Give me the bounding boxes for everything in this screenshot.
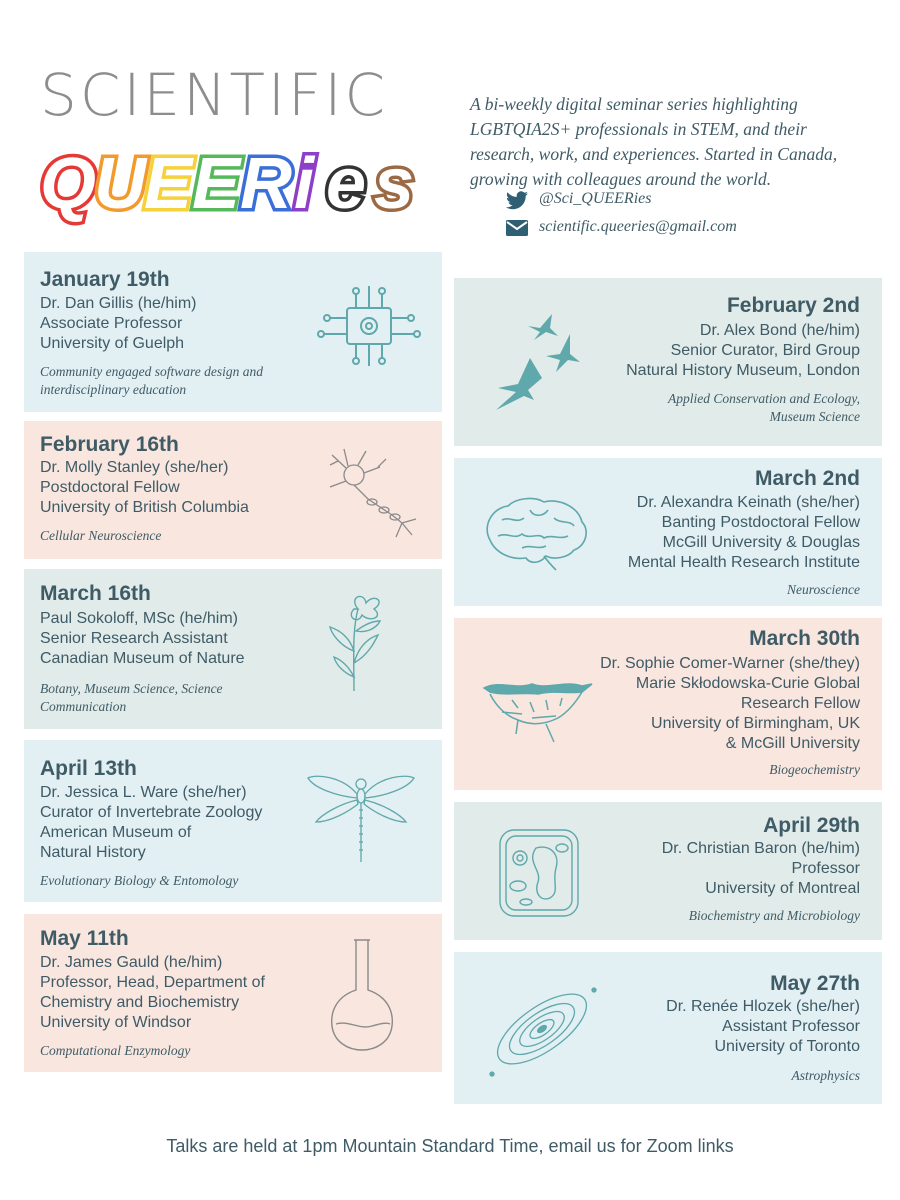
research-field <box>40 680 223 716</box>
series-description <box>470 92 870 192</box>
talk-date: March 16th <box>40 582 151 605</box>
talk-date: March 30th <box>749 627 860 650</box>
speaker-name: Dr. Dan Gillis (he/him) <box>40 295 197 312</box>
speaker-name: Dr. Molly Stanley (she/her) <box>40 459 229 476</box>
field-line: interdisciplinary education <box>40 382 187 397</box>
speaker-institution: University of Montreal <box>705 880 860 897</box>
field-line: Astrophysics <box>791 1068 860 1083</box>
speaker-name: Dr. Jessica L. Ware (she/her) <box>40 784 247 801</box>
title-queeries-logo <box>36 128 442 228</box>
footer-note: Talks are held at 1pm Mountain Standard Time, email us for Zoom links <box>166 1136 734 1156</box>
twitter-icon <box>505 190 529 212</box>
speaker-name: Paul Sokoloff, MSc (he/him) <box>40 610 239 627</box>
research-field <box>668 390 860 426</box>
email-address[interactable]: scientific.queeries@gmail.com <box>539 218 737 235</box>
talk-card-march-16 <box>24 569 442 729</box>
speaker-institution: McGill University & Douglas <box>662 534 860 551</box>
speaker-title: Chemistry and Biochemistry <box>40 994 240 1011</box>
speaker-institution: University of Windsor <box>40 1014 192 1031</box>
twitter-handle[interactable]: @Sci_QUEERies <box>539 190 652 207</box>
speaker-institution: University of Birmingham, UK <box>651 715 860 732</box>
field-line: Cellular Neuroscience <box>40 528 162 543</box>
title-letter: U <box>94 144 146 224</box>
speaker-title: Professor <box>791 860 860 877</box>
field-line: Communication <box>40 699 127 714</box>
speaker-title: Senior Curator, Bird Group <box>670 342 860 359</box>
research-field <box>40 363 263 399</box>
title-letter: E <box>192 144 241 224</box>
talk-date: March 2nd <box>754 467 860 490</box>
speaker-institution: University of British Columbia <box>40 499 249 516</box>
speaker-title: Marie Skłodowska-Curie Global <box>635 675 860 692</box>
speaker-title: Associate Professor <box>40 315 183 332</box>
speaker-name: Dr. Sophie Comer-Warner (she/they) <box>600 655 860 672</box>
description-line: A bi-weekly digital seminar series highlighting <box>470 94 798 114</box>
speaker-institution: University of Guelph <box>40 335 185 352</box>
speaker-institution: American Museum of <box>40 824 192 841</box>
title-letter: E <box>144 144 193 224</box>
brain-icon <box>482 496 592 572</box>
talk-card-february-2 <box>454 278 882 446</box>
research-field <box>40 527 161 545</box>
galaxy-icon <box>482 974 602 1084</box>
description-line: LGBTQIA2S+ professionals in STEM, and their <box>470 119 807 139</box>
field-line: Museum Science <box>769 409 860 424</box>
speaker-title: Banting Postdoctoral Fellow <box>661 514 860 531</box>
birds-icon <box>490 306 590 416</box>
neuron-icon <box>316 443 428 543</box>
speaker-title: Curator of Invertebrate Zoology <box>40 804 263 821</box>
speaker-institution: Natural History <box>40 844 146 861</box>
speaker-name: Dr. Alex Bond (he/him) <box>699 322 860 339</box>
title-letter: Q <box>40 144 97 224</box>
speaker-institution: University of Toronto <box>714 1038 860 1055</box>
speaker-title: Research Fellow <box>740 695 860 712</box>
title-letter: i <box>294 144 315 224</box>
field-line: Biochemistry and Microbiology <box>688 908 860 923</box>
talk-card-may-11 <box>24 914 442 1072</box>
field-line: Biogeochemistry <box>769 762 860 777</box>
talk-card-april-13 <box>24 740 442 902</box>
title-scientific: SCIENTIFIC <box>40 61 388 129</box>
talk-card-may-27 <box>454 952 882 1104</box>
talk-card-march-2 <box>454 458 882 606</box>
speaker-name: Dr. Renée Hlozek (she/her) <box>666 998 860 1015</box>
talk-date: April 13th <box>40 757 137 780</box>
talk-card-february-16 <box>24 421 442 559</box>
talk-date: May 11th <box>40 927 129 950</box>
dragonfly-icon <box>306 770 416 866</box>
title-letter: e <box>326 144 367 224</box>
talk-date: May 27th <box>770 972 860 995</box>
research-field <box>769 761 860 779</box>
speaker-institution: Natural History Museum, London <box>626 362 860 379</box>
talk-date: February 2nd <box>726 294 860 317</box>
research-field <box>689 907 860 925</box>
mail-icon <box>505 218 529 238</box>
field-line: Applied Conservation and Ecology, <box>668 391 860 406</box>
field-line: Botany, Museum Science, Science <box>40 681 223 696</box>
research-field <box>787 581 860 599</box>
speaker-title: Professor, Head, Department of <box>40 974 265 991</box>
speaker-title: Assistant Professor <box>722 1018 860 1035</box>
speaker-institution: & McGill University <box>725 735 860 752</box>
field-line: Neuroscience <box>787 582 860 597</box>
field-line: Community engaged software design and <box>40 364 263 379</box>
field-line: Evolutionary Biology & Entomology <box>40 873 239 888</box>
cell-icon <box>496 826 582 920</box>
research-field <box>40 872 238 890</box>
circuit-chip-icon <box>314 280 424 372</box>
title-letter: R <box>240 144 292 224</box>
speaker-name: Dr. James Gauld (he/him) <box>40 954 223 971</box>
flower-icon <box>314 591 404 695</box>
speaker-name: Dr. Alexandra Keinath (she/her) <box>636 494 860 511</box>
speaker-institution: Canadian Museum of Nature <box>40 650 245 667</box>
talk-card-january-19 <box>24 252 442 412</box>
flask-icon <box>324 936 400 1054</box>
speaker-name: Dr. Christian Baron (he/him) <box>661 840 860 857</box>
research-field <box>792 1067 861 1085</box>
talk-date: February 16th <box>40 433 179 456</box>
talk-date: April 29th <box>763 814 860 837</box>
wetland-icon <box>482 676 594 746</box>
title-letter: s <box>374 144 415 224</box>
speaker-title: Senior Research Assistant <box>40 630 228 647</box>
field-line: Computational Enzymology <box>40 1043 191 1058</box>
talk-card-march-30 <box>454 618 882 790</box>
talk-card-april-29 <box>454 802 882 940</box>
speaker-institution: Mental Health Research Institute <box>627 554 860 571</box>
research-field <box>40 1042 190 1060</box>
speaker-title: Postdoctoral Fellow <box>40 479 180 496</box>
description-line: research, work, and experiences. Started in Canada, <box>470 144 838 164</box>
description-line: growing with colleagues around the world. <box>470 169 772 189</box>
talk-date: January 19th <box>40 268 170 291</box>
